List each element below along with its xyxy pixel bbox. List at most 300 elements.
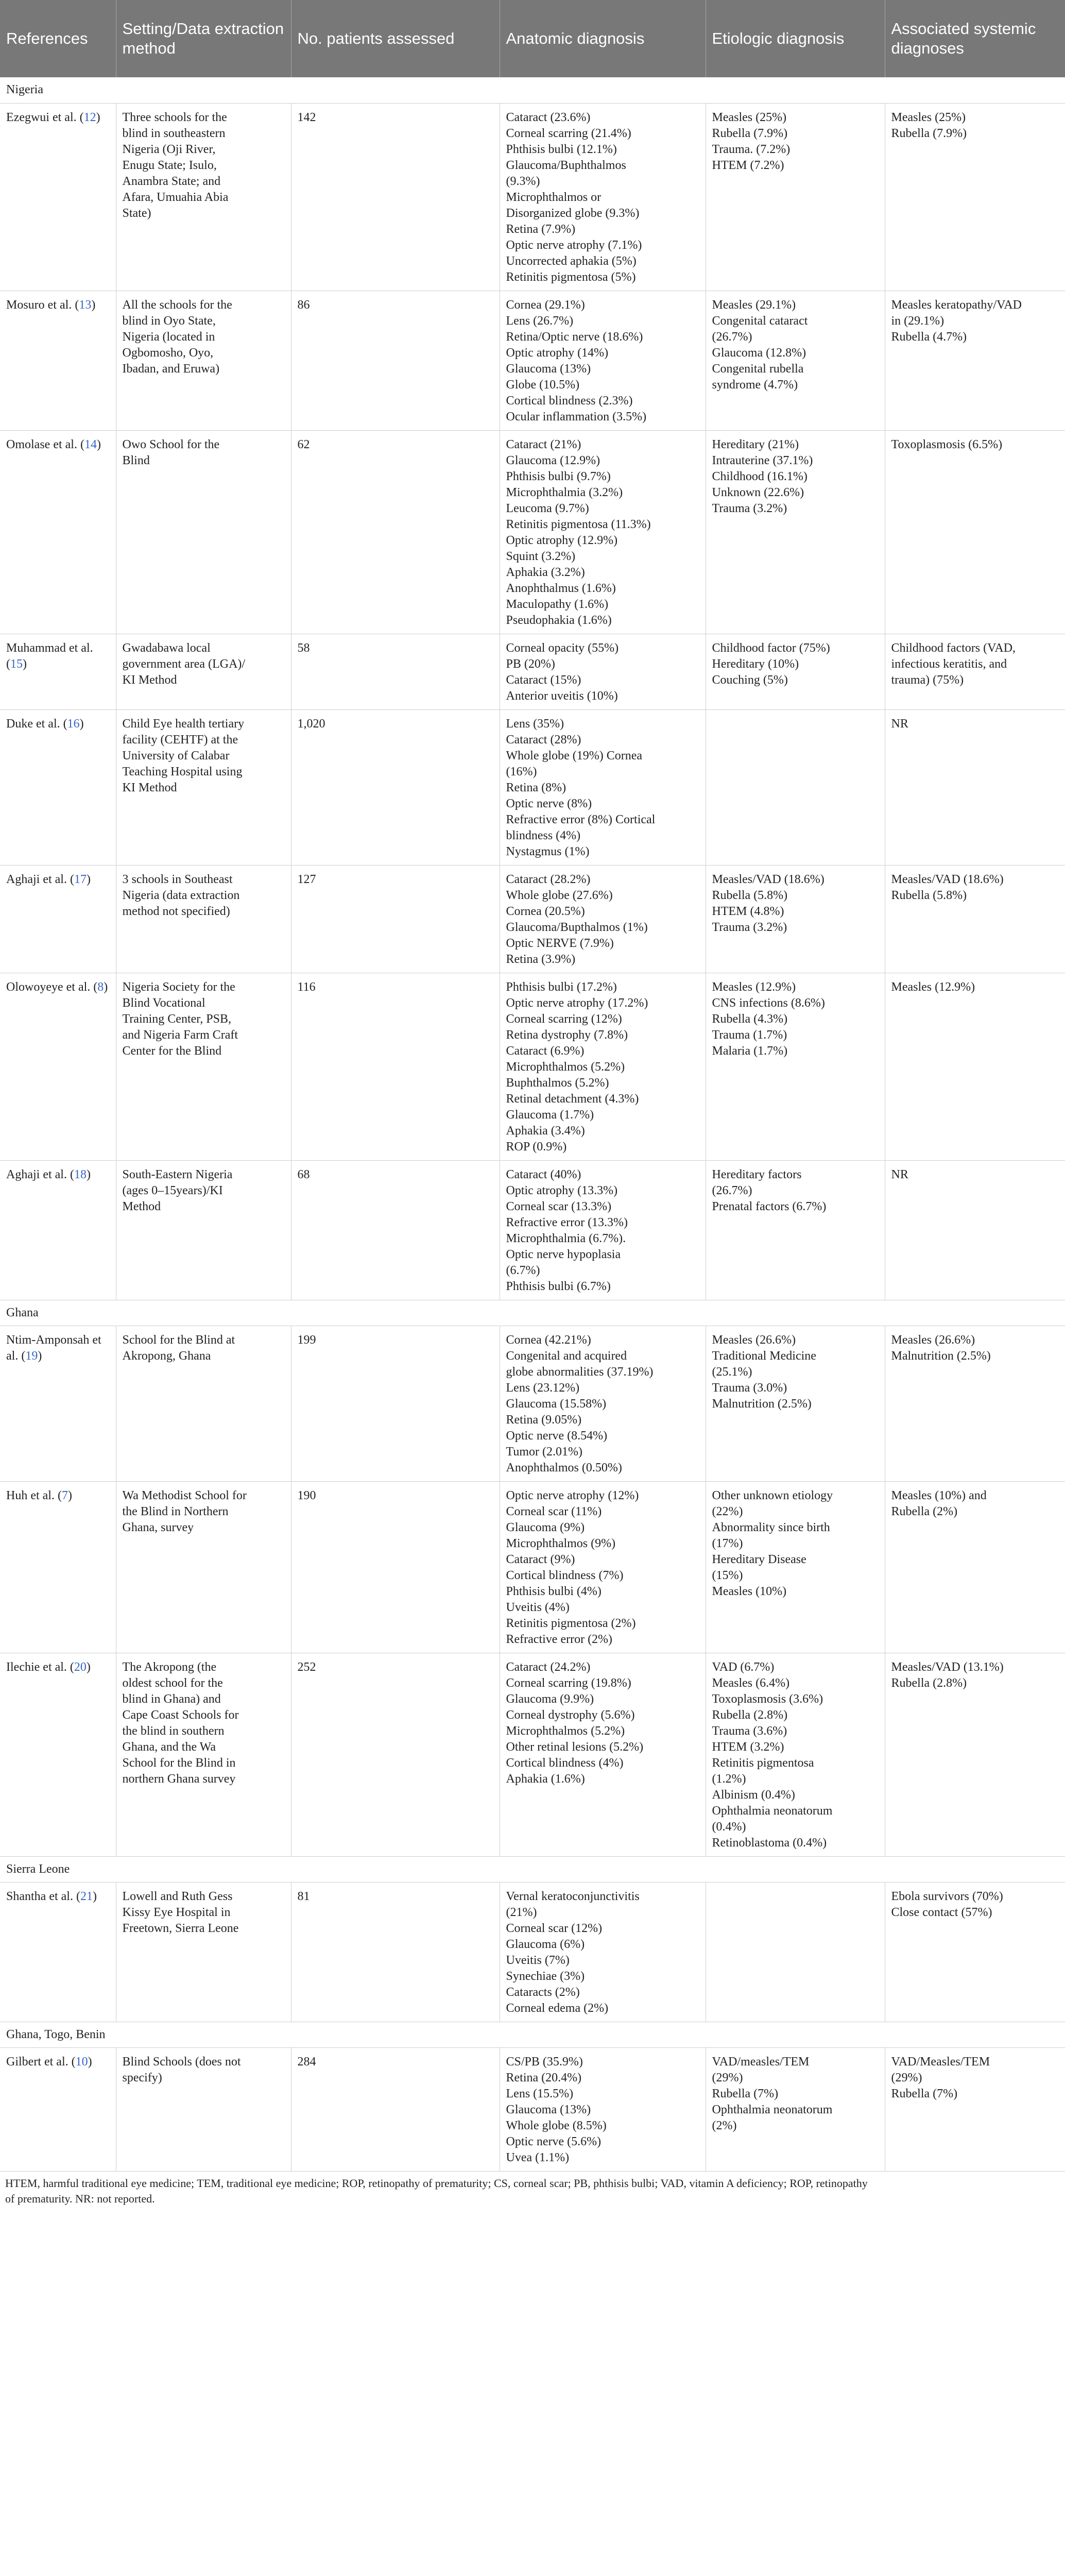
anatomic-cell-line: Retinitis pigmentosa (11.3%) [506,517,651,531]
etiologic-cell-line: Trauma (3.2%) [712,501,787,515]
setting-cell-line: Ghana, and the Wa [122,1740,216,1754]
etiologic-cell [706,1326,885,1481]
table-footnote [0,2172,1065,2211]
anatomic-cell-line: Globe (10.5%) [506,378,580,392]
systemic-cell-line: Measles keratopathy/VAD [891,298,1022,312]
reference-close: ) [104,980,108,994]
setting-cell-line: Gwadabawa local [122,641,211,655]
setting-cell-line: Teaching Hospital using [122,765,243,778]
setting-cell-line: 3 schools in Southeast [122,872,233,886]
anatomic-cell-line: Corneal opacity (55%) [506,641,619,655]
etiologic-cell-line: Glaucoma (12.8%) [712,346,806,360]
anatomic-cell-line: Microphthalmos or [506,190,602,204]
setting-cell-line: Ogbomosho, Oyo, [122,346,214,360]
etiologic-cell-line: Trauma (1.7%) [712,1028,787,1042]
citation-link[interactable]: 15 [10,657,23,671]
etiologic-cell [706,430,885,634]
anatomic-cell-line: globe abnormalities (37.19%) [506,1365,654,1379]
anatomic-cell-line: Retinal detachment (4.3%) [506,1092,639,1106]
reference-cell [0,103,116,291]
anatomic-cell-line: Glaucoma (6%) [506,1937,585,1951]
etiologic-cell [706,973,885,1160]
systemic-cell-line: Measles/VAD (18.6%) [891,872,1004,886]
anatomic-cell-line: Corneal edema (2%) [506,2001,609,2015]
table-row [0,634,1065,709]
systemic-cell-line: in (29.1%) [891,314,944,328]
setting-cell-line: Anambra State; and [122,174,221,188]
reference-cell [0,430,116,634]
anatomic-cell-line: Retina dystrophy (7.8%) [506,1028,628,1042]
anatomic-cell-line: Optic NERVE (7.9%) [506,936,614,950]
reference-close: ) [88,2055,92,2069]
etiologic-cell-line: Childhood (16.1%) [712,469,808,483]
anatomic-cell-line: Lens (35%) [506,717,564,731]
etiologic-cell-line: (2%) [712,2119,737,2132]
etiologic-cell-line: HTEM (3.2%) [712,1740,784,1754]
patients-cell: 127 [291,865,500,973]
anatomic-cell-line: CS/PB (35.9%) [506,2055,583,2069]
anatomic-cell-line: Retinitis pigmentosa (5%) [506,270,636,284]
citation-link[interactable]: 21 [80,1889,93,1903]
reference-author: Aghaji et al. ( [6,872,74,886]
citation-link[interactable]: 17 [74,872,87,886]
reference-close: ) [96,110,100,124]
anatomic-cell-line: Retinitis pigmentosa (2%) [506,1616,636,1630]
systemic-cell [885,634,1065,709]
setting-cell-line: Wa Methodist School for [122,1488,247,1502]
anatomic-cell-line: (6.7%) [506,1263,540,1277]
reference-close: ) [96,437,101,451]
anatomic-cell-line: Anophthalmos (0.50%) [506,1461,622,1475]
setting-cell [116,709,291,865]
setting-cell [116,1882,291,2022]
table-row [0,1160,1065,1300]
anatomic-cell-line: Pseudophakia (1.6%) [506,613,612,627]
reference-cell [0,1882,116,2022]
reference-close: ) [67,1488,72,1502]
anatomic-cell-line: Lens (15.5%) [506,2087,574,2100]
reference-author: Ilechie et al. ( [6,1660,74,1674]
table-header [0,0,1065,77]
reference-cell [0,865,116,973]
reference-author: Ezegwui et al. ( [6,110,84,124]
systemic-cell [885,2047,1065,2171]
systemic-cell-line: Rubella (7.9%) [891,126,967,140]
etiologic-cell-line: Prenatal factors (6.7%) [712,1199,827,1213]
setting-cell-line: government area (LGA)/ [122,657,246,671]
anatomic-cell-line: Optic nerve (8.54%) [506,1429,608,1443]
etiologic-cell-line: Hereditary factors [712,1167,802,1181]
citation-link[interactable]: 7 [61,1488,68,1502]
etiologic-cell-line: Hereditary (21%) [712,437,799,451]
table-row [0,2047,1065,2171]
patients-cell: 58 [291,634,500,709]
setting-cell-line: Cape Coast Schools for [122,1708,239,1722]
anatomic-cell-line: Maculopathy (1.6%) [506,597,609,611]
setting-cell-line: Kissy Eye Hospital in [122,1905,231,1919]
anatomic-cell-line: Glaucoma (13%) [506,362,591,376]
etiologic-cell-line: CNS infections (8.6%) [712,996,825,1010]
anatomic-cell-line: Uvea (1.1%) [506,2150,570,2164]
anatomic-cell-line: Corneal scar (13.3%) [506,1199,612,1213]
anatomic-cell-line: Uncorrected aphakia (5%) [506,254,637,268]
setting-cell-line: northern Ghana survey [122,1772,236,1786]
etiologic-cell [706,709,885,865]
etiologic-cell-line: syndrome (4.7%) [712,378,798,392]
systemic-cell [885,1653,1065,1856]
section-row [0,2022,1065,2047]
anatomic-cell-line: Retina (8%) [506,781,566,794]
etiologic-cell-line: Measles (6.4%) [712,1676,790,1690]
etiologic-cell-line: Rubella (5.8%) [712,888,788,902]
anatomic-cell-line: Anterior uveitis (10%) [506,689,618,703]
setting-cell-line: (ages 0–15years)/KI [122,1183,223,1197]
reference-close: ) [23,657,27,671]
table-row [0,430,1065,634]
etiologic-cell-line: Trauma (3.0%) [712,1381,787,1395]
anatomic-cell-line: Microphthalmia (3.2%) [506,485,623,499]
anatomic-cell-line: Nystagmus (1%) [506,844,590,858]
anatomic-cell-line: Aphakia (3.2%) [506,565,585,579]
anatomic-cell-line: Other retinal lesions (5.2%) [506,1740,644,1754]
reference-author: Duke et al. ( [6,717,67,731]
reference-cell [0,1481,116,1653]
anatomic-cell-line: Refractive error (13.3%) [506,1215,628,1229]
setting-cell-line: Blind Schools (does not [122,2055,241,2069]
etiologic-cell-line: Trauma (3.2%) [712,920,787,934]
setting-cell-line: Freetown, Sierra Leone [122,1921,239,1935]
setting-cell-line: method not specified) [122,904,230,918]
anatomic-cell-line: Buphthalmos (5.2%) [506,1076,609,1090]
section-label: Ghana [0,1300,1065,1326]
reference-cell [0,709,116,865]
anatomic-cell-line: Cataract (21%) [506,437,581,451]
systemic-cell-line: Measles (12.9%) [891,980,975,994]
anatomic-cell-line: Uveitis (4%) [506,1600,570,1614]
header-patients: No. patients assessed [291,0,500,77]
citation-link[interactable]: 12 [83,110,96,124]
anatomic-cell-line: Retina/Optic nerve (18.6%) [506,330,643,344]
setting-cell-line: State) [122,206,151,220]
reference-close: ) [91,298,96,312]
systemic-cell-line: Malnutrition (2.5%) [891,1349,991,1363]
etiologic-cell-line: Ophthalmia neonatorum [712,1804,833,1818]
anatomic-cell-line: Microphthalmos (9%) [506,1536,616,1550]
citation-link[interactable]: 20 [74,1660,87,1674]
anatomic-cell-line: Vernal keratoconjunctivitis [506,1889,640,1903]
etiologic-cell-line: Trauma. (7.2%) [712,142,791,156]
etiologic-cell [706,1882,885,2022]
table-row [0,1882,1065,2022]
section-row [0,1856,1065,1882]
anatomic-cell-line: Uveitis (7%) [506,1953,570,1967]
etiologic-cell-line: Childhood factor (75%) [712,641,830,655]
etiologic-cell-line: (22%) [712,1504,743,1518]
patients-cell: 1,020 [291,709,500,865]
anatomic-cell-line: Ocular inflammation (3.5%) [506,410,647,423]
citation-link[interactable]: 18 [74,1167,87,1181]
patients-cell: 142 [291,103,500,291]
systemic-cell [885,1326,1065,1481]
anatomic-cell-line: Retina (3.9%) [506,952,576,966]
setting-cell-line: blind in Ghana) and [122,1692,221,1706]
systemic-cell-line: Measles/VAD (13.1%) [891,1660,1004,1674]
table-row [0,709,1065,865]
anatomic-cell-line: Phthisis bulbi (6.7%) [506,1279,611,1293]
anatomic-cell-line: Phthisis bulbi (4%) [506,1584,602,1598]
anatomic-cell-line: Congenital and acquired [506,1349,627,1363]
etiologic-cell [706,1481,885,1653]
setting-cell-line: the blind in southern [122,1724,225,1738]
anatomic-cell-line: Microphthalmos (5.2%) [506,1724,625,1738]
anatomic-cell [500,973,706,1160]
setting-cell-line: KI Method [122,781,177,794]
section-label: Ghana, Togo, Benin [0,2022,1065,2047]
etiologic-cell-line: Retinitis pigmentosa [712,1756,814,1770]
table-row [0,973,1065,1160]
anatomic-cell-line: Corneal scarring (19.8%) [506,1676,631,1690]
citation-link[interactable]: 19 [25,1349,38,1363]
systemic-cell [885,291,1065,430]
anatomic-cell-line: Cataract (15%) [506,673,581,687]
etiologic-cell-line: (26.7%) [712,1183,752,1197]
citation-link[interactable]: 10 [75,2055,88,2069]
setting-cell-line: Enugu State; Isulo, [122,158,217,172]
systemic-cell [885,973,1065,1160]
header-anatomic: Anatomic diagnosis [500,0,706,77]
patients-cell: 86 [291,291,500,430]
setting-cell-line: School for the Blind at [122,1333,235,1347]
anatomic-cell-line: Optic atrophy (12.9%) [506,533,618,547]
anatomic-cell [500,1160,706,1300]
anatomic-cell-line: Leucoma (9.7%) [506,501,589,515]
reference-cell [0,634,116,709]
anatomic-cell [500,291,706,430]
systemic-cell-line: Measles (25%) [891,110,966,124]
etiologic-cell [706,865,885,973]
etiologic-cell-line: Measles (29.1%) [712,298,796,312]
anatomic-cell-line: Cataract (28%) [506,733,581,747]
anatomic-cell-line: blindness (4%) [506,828,581,842]
etiologic-cell-line: (25.1%) [712,1365,752,1379]
setting-cell-line: Nigeria (located in [122,330,215,344]
anatomic-cell-line: Disorganized globe (9.3%) [506,206,640,220]
anatomic-cell-line: Cortical blindness (2.3%) [506,394,633,408]
citation-link[interactable]: 13 [79,298,92,312]
anatomic-cell-line: (16%) [506,765,537,778]
citation-link[interactable]: 16 [67,717,80,731]
systemic-cell-line: (29%) [891,2071,922,2084]
anatomic-cell-line: Tumor (2.01%) [506,1445,582,1459]
anatomic-cell-line: Glaucoma/Buphthalmos [506,158,626,172]
etiologic-cell [706,103,885,291]
setting-cell-line: Lowell and Ruth Gess [122,1889,233,1903]
reference-close: ) [38,1349,42,1363]
etiologic-cell-line: HTEM (4.8%) [712,904,784,918]
anatomic-cell-line: Synechiae (3%) [506,1969,585,1983]
anatomic-cell-line: (9.3%) [506,174,540,188]
etiologic-cell-line: Hereditary (10%) [712,657,799,671]
systemic-cell [885,1160,1065,1300]
etiologic-cell-line: Intrauterine (37.1%) [712,453,813,467]
setting-cell-line: Owo School for the [122,437,220,451]
etiologic-cell-line: Measles (25%) [712,110,787,124]
header-etiologic: Etiologic diagnosis [706,0,885,77]
header-references: References [0,0,116,77]
etiologic-cell-line: Measles (26.6%) [712,1333,796,1347]
anatomic-cell-line: Corneal scar (11%) [506,1504,602,1518]
reference-author: Huh et al. ( [6,1488,62,1502]
systemic-cell-line: NR [891,1167,908,1181]
anatomic-cell-line: Glaucoma (15.58%) [506,1397,607,1411]
systemic-cell-line: infectious keratitis, and [891,657,1007,671]
reference-author: Mosuro et al. ( [6,298,79,312]
systemic-cell-line: Rubella (4.7%) [891,330,967,344]
footnote-line: HTEM, harmful traditional eye medicine; TEM, traditional eye medicine; ROP, retinopathy of prematurity; CS, corneal scar; PB, phthisis bulbi; VAD, vitamin A deficiency; ROP, retinopathy [5,2176,868,2190]
anatomic-cell-line: Optic nerve hypoplasia [506,1247,621,1261]
header-systemic: Associated systemic diagnoses [885,0,1065,77]
patients-cell: 116 [291,973,500,1160]
reference-author: Olowoyeye et al. ( [6,980,98,994]
reference-author: Gilbert et al. ( [6,2055,76,2069]
section-label: Sierra Leone [0,1856,1065,1882]
etiologic-cell-line: Couching (5%) [712,673,788,687]
anatomic-cell-line: Cataract (40%) [506,1167,581,1181]
anatomic-cell-line: Anophthalmus (1.6%) [506,581,616,595]
citation-link[interactable]: 8 [97,980,104,994]
anatomic-cell-line: Retina (20.4%) [506,2071,582,2084]
anatomic-cell-line: Cortical blindness (7%) [506,1568,624,1582]
etiologic-cell-line: Rubella (7%) [712,2087,779,2100]
etiologic-cell-line: Unknown (22.6%) [712,485,804,499]
setting-cell-line: Ibadan, and Eruwa) [122,362,220,376]
citation-link[interactable]: 14 [84,437,97,451]
setting-cell [116,2047,291,2171]
reference-close: ) [86,872,91,886]
etiologic-cell-line: Traditional Medicine [712,1349,816,1363]
anatomic-cell-line: Retina (7.9%) [506,222,576,236]
etiologic-cell-line: Ophthalmia neonatorum [712,2103,833,2116]
setting-cell-line: Afara, Umuahia Abia [122,190,229,204]
anatomic-cell-line: Corneal scarring (12%) [506,1012,622,1026]
etiologic-cell-line: Congenital rubella [712,362,804,376]
section-row [0,77,1065,103]
reference-cell [0,1653,116,1856]
reference-author: Aghaji et al. ( [6,1167,74,1181]
anatomic-cell-line: Squint (3.2%) [506,549,576,563]
anatomic-cell [500,1481,706,1653]
anatomic-cell-line: Cataract (28.2%) [506,872,591,886]
reference-cell [0,973,116,1160]
setting-cell-line: blind in southeastern [122,126,226,140]
etiologic-cell-line: Toxoplasmosis (3.6%) [712,1692,823,1706]
etiologic-cell-line: VAD/measles/TEM [712,2055,810,2069]
patients-cell: 252 [291,1653,500,1856]
systemic-cell-line: Toxoplasmosis (6.5%) [891,437,1003,451]
systemic-cell [885,709,1065,865]
anatomic-cell-line: Cataracts (2%) [506,1985,580,1999]
etiologic-cell-line: (1.2%) [712,1772,746,1786]
anatomic-cell-line: Corneal scar (12%) [506,1921,603,1935]
setting-cell [116,430,291,634]
etiologic-cell [706,291,885,430]
setting-cell [116,1326,291,1481]
systemic-cell-line: Measles (26.6%) [891,1333,975,1347]
setting-cell [116,973,291,1160]
setting-cell-line: South-Eastern Nigeria [122,1167,233,1181]
patients-cell: 199 [291,1326,500,1481]
anatomic-cell [500,865,706,973]
anatomic-cell-line: Optic nerve (5.6%) [506,2134,602,2148]
reference-cell [0,1326,116,1481]
section-row [0,1300,1065,1326]
systemic-cell [885,430,1065,634]
setting-cell-line: KI Method [122,673,177,687]
anatomic-cell-line: Optic nerve atrophy (7.1%) [506,238,642,252]
systemic-cell-line: Childhood factors (VAD, [891,641,1016,655]
systemic-cell [885,103,1065,291]
setting-cell [116,103,291,291]
systemic-cell [885,1481,1065,1653]
systemic-cell [885,865,1065,973]
anatomic-cell-line: Cortical blindness (4%) [506,1756,624,1770]
etiologic-cell-line: (26.7%) [712,330,752,344]
etiologic-cell [706,634,885,709]
etiologic-cell-line: Measles (10%) [712,1584,787,1598]
etiologic-cell-line: Retinoblastoma (0.4%) [712,1836,827,1850]
etiologic-cell-line: (0.4%) [712,1820,746,1834]
setting-cell-line: Nigeria Society for the [122,980,235,994]
anatomic-cell [500,1326,706,1481]
setting-cell-line: School for the Blind in [122,1756,236,1770]
etiologic-cell-line: Rubella (4.3%) [712,1012,788,1026]
systemic-cell-line: NR [891,717,908,731]
anatomic-cell [500,634,706,709]
anatomic-cell-line: Refractive error (8%) Cortical [506,812,656,826]
etiologic-cell-line: Albinism (0.4%) [712,1788,795,1802]
systemic-cell-line: Rubella (5.8%) [891,888,967,902]
setting-cell-line: Method [122,1199,161,1213]
etiologic-cell-line: VAD (6.7%) [712,1660,775,1674]
anatomic-cell-line: Retina (9.05%) [506,1413,582,1427]
patients-cell: 62 [291,430,500,634]
reference-author: Muhammad et al. ( [6,641,93,671]
table-row [0,865,1065,973]
anatomic-cell-line: Glaucoma/Bupthalmos (1%) [506,920,648,934]
anatomic-cell-line: Aphakia (3.4%) [506,1124,585,1138]
table-body [0,77,1065,2171]
setting-cell-line: specify) [122,2071,162,2084]
reference-author: Ntim-Amponsah et al. ( [6,1333,101,1363]
setting-cell-line: The Akropong (the [122,1660,217,1674]
systemic-cell-line: Close contact (57%) [891,1905,992,1919]
anatomic-cell-line: ROP (0.9%) [506,1140,567,1154]
anatomic-cell-line: (21%) [506,1905,537,1919]
patients-cell: 68 [291,1160,500,1300]
setting-cell [116,634,291,709]
etiologic-cell-line: Malaria (1.7%) [712,1044,788,1058]
setting-cell-line: Nigeria (Oji River, [122,142,216,156]
setting-cell-line: Center for the Blind [122,1044,222,1058]
setting-cell [116,291,291,430]
reference-close: ) [86,1660,91,1674]
anatomic-cell-line: Lens (26.7%) [506,314,574,328]
anatomic-cell [500,709,706,865]
setting-cell [116,1653,291,1856]
etiologic-cell-line: (17%) [712,1536,743,1550]
anatomic-cell-line: Glaucoma (9.9%) [506,1692,594,1706]
reference-close: ) [92,1889,97,1903]
